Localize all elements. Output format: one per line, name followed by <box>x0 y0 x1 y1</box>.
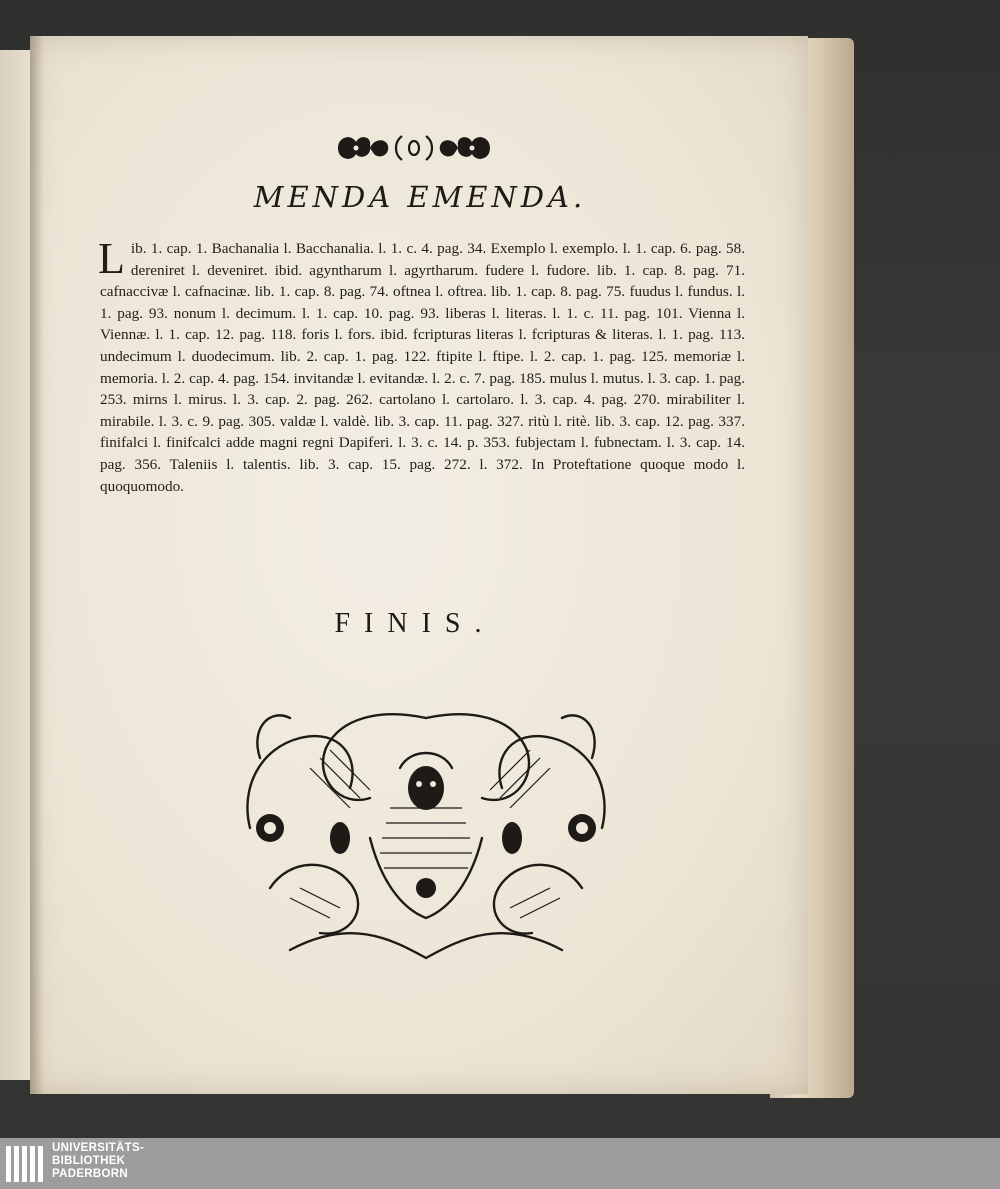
logo-line-1: UNIVERSITÄTS- <box>52 1142 145 1154</box>
grotesque-woodcut-icon <box>230 688 622 968</box>
library-logo-text <box>52 1142 144 1181</box>
drop-cap: L <box>98 234 125 283</box>
errata-text-block <box>98 234 745 497</box>
logo-line-3: PADERBORN <box>52 1168 128 1180</box>
library-logo-icon <box>6 1144 46 1184</box>
footer-bar <box>0 1138 1000 1189</box>
logo-line-2: BIBLIOTHEK <box>52 1155 126 1167</box>
errata-text: ib. 1. cap. 1. Bachanalia l. Bacchanalia. l. 1. c. 4. pag. 34. Exemplo l. exemplo. l. 1. cap. 6. pag. 58. dereniret l. deveniret. ibid. agyntharum l. agyrtharum. fudere l. fudore. lib. 1. cap. 8. pag. 71. cafnaccivæ l. cafnacinæ. lib. 1. cap. 8. pag. 74. oftnea l. oftrea. lib. 1. cap. 8. pag. 75. fuudus l. fundus. l. 1. pag. 93. nonum l. decimum. l. 1. cap. 10. pag. 93. liberas l. literas. l. 1. c. 11. pag. 101. Vienna l. Viennæ. l. 1. cap. 12. pag. 118. foris l. fors. ibid. fcripturas literas l. fcripturas & literas. l. 1. pag. 113. undecimum l. duodecimum. lib. 2. cap. 1. pag. 122. ftipite l. ftipe. l. 2. cap. 1. pag. 125. memoriæ l. memoria. l. 2. cap. 4. pag. 154. invitandæ l. evitandæ. l. 2. c. 7. pag. 185. mulus l. mutus. l. 3. cap. 1. pag. 253. mirns l. mirus. l. 3. cap. 2. pag. 262. cartolano l. cartolaro. l. 3. cap. 4. pag. 270. mirabiliter l. mirabile. l. 3. c. 9. pag. 305. valdæ l. valdè. lib. 3. cap. 11. pag. 327. ritù l. ritè. lib. 3. cap. 12. pag. 337. finifalci l. finifcalci adde magni regni Dapiferi. l. 3. c. 14. p. 353. fubjectam l. fubnectam. l. 3. cap. 14. pag. 356. Taleniis l. talentis. lib. 3. cap. 15. pag. 272. l. 372. In Proteftatione quoque modo l. quoquomodo. <box>100 240 745 495</box>
fleuron-ornament-icon <box>334 128 494 168</box>
page-title: MENDA EMENDA. <box>253 180 587 214</box>
finis-heading: FINIS. <box>334 608 496 639</box>
